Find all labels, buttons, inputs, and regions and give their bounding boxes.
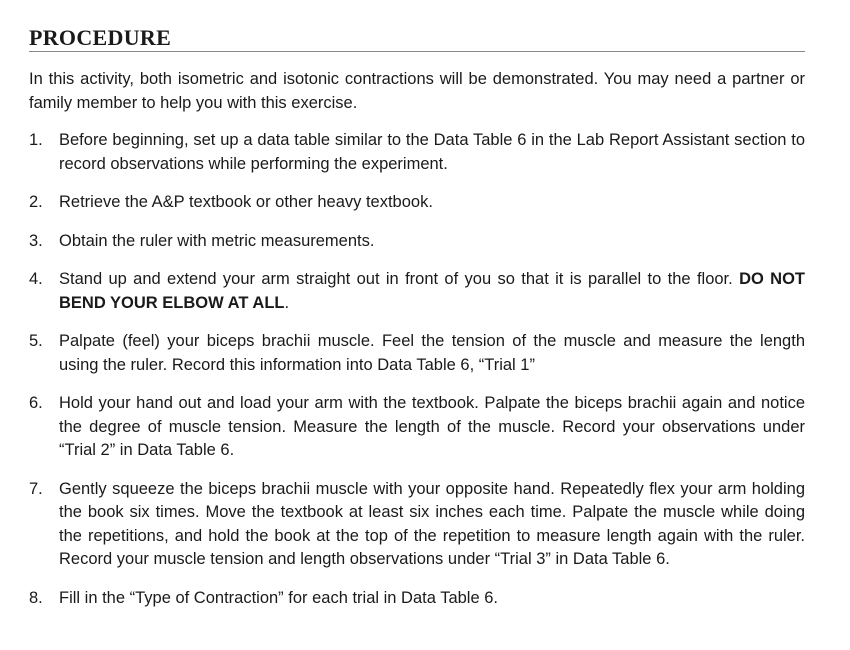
step-text-tail: . <box>284 293 290 312</box>
step-item <box>29 587 805 611</box>
step-number: 2. <box>29 193 43 211</box>
step-text: Stand up and extend your arm straight out in front of you so that it is parallel to the floor. <box>59 270 740 288</box>
step-text: Fill in the “Type of Contraction” for each trial in Data Table 6. <box>59 588 498 607</box>
procedure-section <box>29 26 805 610</box>
step-number: 1. <box>29 131 43 149</box>
intro-paragraph: In this activity, both isometric and isotonic contractions will be demonstrated. You may need a partner or family member to help you with this exercise. <box>29 70 805 112</box>
step-text: Before beginning, set up a data table similar to the Data Table 6 in the Lab Report Assistant section to record observations while performing the experiment. <box>59 131 805 173</box>
section-heading: PROCEDURE <box>29 26 805 52</box>
step-number: 4. <box>29 270 43 288</box>
step-number: 6. <box>29 394 43 412</box>
step-number: 3. <box>29 231 43 250</box>
step-item <box>29 129 805 176</box>
step-number: 7. <box>29 479 43 498</box>
step-text: Gently squeeze the biceps brachii muscle with your opposite hand. Repeatedly flex your arm holding the book six times. Move the textbook at least six inches each time. Palpate the muscle while doing the repetitions, and hold the book at the top of the repetition to measure length again with the ruler. Record your muscle tension and length observations under “Trial 3” in Data Table 6. <box>59 479 805 568</box>
step-item <box>29 330 805 377</box>
step-text: Retrieve the A&P textbook or other heavy textbook. <box>59 193 433 211</box>
step-item <box>29 191 805 215</box>
step-number: 5. <box>29 332 43 350</box>
step-warning-text: DO NOT BEND YOUR ELBOW AT ALL <box>59 270 805 312</box>
step-text: Obtain the ruler with metric measurements. <box>59 231 375 250</box>
step-item <box>29 230 805 254</box>
step-text: Palpate (feel) your biceps brachii muscle. Feel the tension of the muscle and measure the length using the ruler. Record this information into Data Table 6, “Trial 1” <box>59 332 805 374</box>
step-item <box>29 478 805 572</box>
step-text: Hold your hand out and load your arm with the textbook. Palpate the biceps brachii again and notice the degree of muscle tension. Measure the length of the muscle. Record your observations under “Trial 2” in Data Table 6. <box>59 394 805 459</box>
step-item <box>29 268 805 315</box>
step-number: 8. <box>29 588 43 607</box>
step-item <box>29 392 805 463</box>
procedure-steps <box>29 129 805 610</box>
